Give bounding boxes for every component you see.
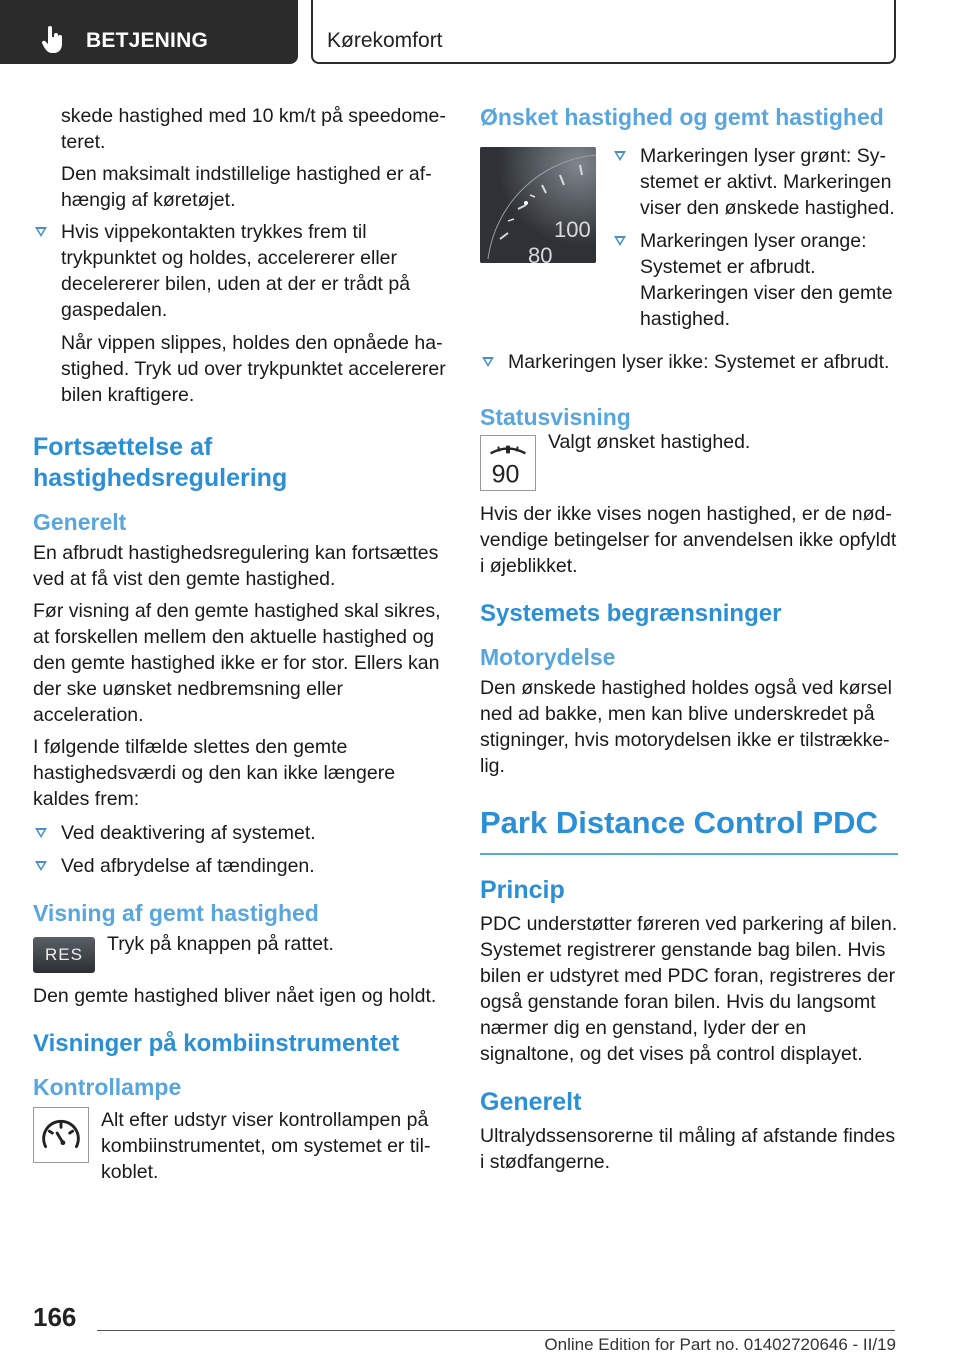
list-item: Hvis vippekontakten trykkes frem til trykpunktet og holdes, accelererer eller decelererer bilen, uden at der er trådt på gaspedalen. xyxy=(33,219,449,323)
heading-statusvisning: Statusvisning xyxy=(480,404,631,430)
speedometer-row xyxy=(480,147,898,339)
footer-divider xyxy=(97,1330,895,1331)
list-item: Markeringen lyser orange: Systemet er afbrudt. Markeringen viser den gemte hastighed. xyxy=(612,228,898,332)
heading-princip: Princip xyxy=(480,876,565,904)
res-row xyxy=(33,931,449,973)
heading-begraensninger: Systemets begrænsninger xyxy=(480,600,782,627)
section-title: BETJENING xyxy=(86,29,208,52)
paragraph: Før visning af den gemte hastighed skal sikres, at forskellen mellem den aktuelle hastighed og den gemte hastighed ikke er for stor. Ellers kan der ske uønsket nedbremsning eller acceleration. xyxy=(33,600,441,726)
edition-text: Online Edition for Part no. 01402720646 - II/19 xyxy=(544,1335,896,1354)
res-button-icon: RES xyxy=(33,937,95,973)
speed-status-icon xyxy=(480,435,536,491)
heading-pdc: Park Distance Control PDC xyxy=(480,803,898,855)
speedometer-image xyxy=(480,147,596,263)
right-column xyxy=(480,103,898,1181)
list-item: Ved deaktivering af systemet. xyxy=(33,820,449,846)
speedo-label-80: 80 xyxy=(528,243,553,263)
paragraph: Den ønskede hastighed holdes også ved kørsel ned ad bakke, men kan blive underskredet på stigninger, hvis motorydelsen ikke er tilstrækkelig. xyxy=(480,677,892,777)
bullet-triangle-icon xyxy=(482,357,494,367)
list-item: Markeringen lyser ikke: Systemet er afbrudt. xyxy=(480,349,898,375)
paragraph: Tryk på knappen på rattet. xyxy=(107,933,334,955)
bullet-triangle-icon xyxy=(614,151,626,161)
heading-visninger: Visninger på kombiinstrumentet xyxy=(33,1030,400,1057)
section-tab xyxy=(0,0,298,64)
paragraph: En afbrudt hastighedsregulering kan fortsættes ved at få vist den gemte hastighed. xyxy=(33,542,439,590)
paragraph: Når vippen slippes, holdes den opnåede hastighed. Tryk ud over trykpunktet accelererer bilen kraftigere. xyxy=(61,332,446,406)
paragraph: I følgende tilfælde slettes den gemte hastighedsværdi og den kan ikke længere kaldes frem: xyxy=(33,736,396,810)
speedo-bullets xyxy=(612,147,898,339)
list-item: Markeringen lyser grønt: Systemet er aktivt. Markeringen viser den ønskede hastighed. xyxy=(612,143,898,221)
heading-fortsaettelse: Fortsættelse af hastighedsregulering xyxy=(33,433,288,492)
speedo-label-100: 100 xyxy=(554,217,591,242)
paragraph: Den gemte hastighed bliver nået igen og holdt. xyxy=(33,985,437,1007)
heading-generelt-pdc: Generelt xyxy=(480,1088,582,1116)
bullet-triangle-icon xyxy=(35,227,47,237)
heading-generelt: Generelt xyxy=(33,509,127,535)
heading-kontrollampe: Kontrollampe xyxy=(33,1074,182,1100)
paragraph: Alt efter udstyr viser kontrollampen på kombiinstrumentet, om systemet er tilkoblet. xyxy=(101,1109,431,1183)
left-column xyxy=(33,103,449,1195)
paragraph: Valgt ønsket hastighed. xyxy=(548,431,751,453)
heading-visning: Visning af gemt hastighed xyxy=(33,900,319,926)
paragraph: Den maksimalt indstillelige hastighed er afhængig af køretøjet. xyxy=(61,163,432,211)
paragraph: skede hastighed med 10 km/t på speedometeret. xyxy=(61,105,446,153)
bullet-triangle-icon xyxy=(35,861,47,871)
paragraph: Ultralydssensorerne til måling af afstande findes i stødfangerne. xyxy=(480,1125,896,1173)
status-speed-value: 90 xyxy=(491,460,520,489)
hand-pointer-icon xyxy=(42,26,64,54)
bullet-triangle-icon xyxy=(614,236,626,246)
heading-motorydelse: Motorydelse xyxy=(480,644,616,670)
list-item: Ved afbrydelse af tændingen. xyxy=(33,853,449,879)
lamp-row xyxy=(33,1107,449,1185)
page-number: 166 xyxy=(33,1302,77,1332)
heading-onsket: Ønsket hastighed og gemt hastighed xyxy=(480,104,884,130)
bullet-triangle-icon xyxy=(35,828,47,838)
cruise-control-lamp-icon xyxy=(33,1107,89,1163)
paragraph: PDC understøtter føreren ved parkering af bilen. Systemet registrerer genstande bag bilen. Hvis bilen er udstyret med PDC foran, registreres der også genstande foran bilen. Hvis du langsomt nærmer dig en genstand, lyder der en signaltone, og det vises på control displayet. xyxy=(480,913,898,1065)
status-row xyxy=(480,431,898,491)
paragraph: Hvis der ikke vises nogen hastighed, er de nødvendige betingelser for anvendelsen ikke opfyldt i øjeblikket. xyxy=(480,503,897,577)
subsection-box xyxy=(311,0,896,64)
subsection-title: Kørekomfort xyxy=(327,29,443,52)
